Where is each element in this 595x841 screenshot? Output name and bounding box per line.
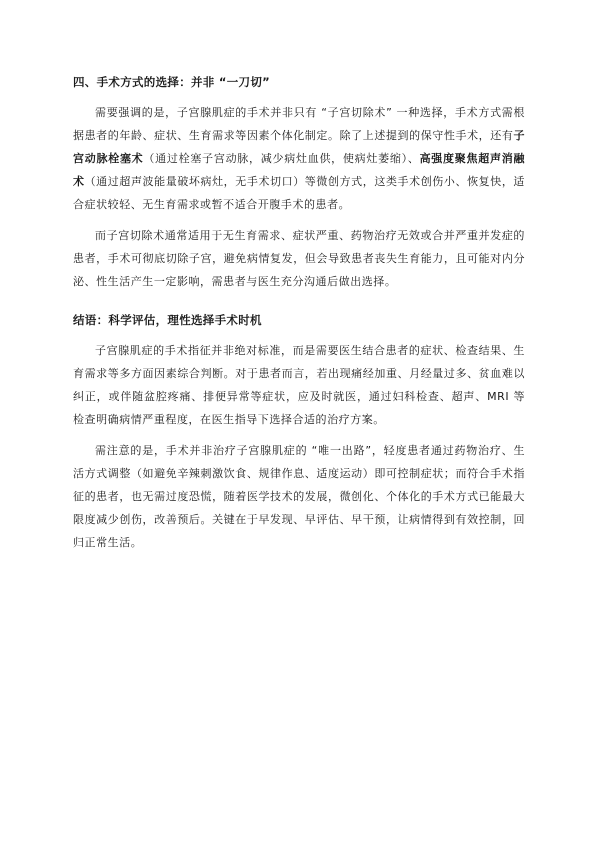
paragraph-conclusion-indications: 子宫腺肌症的手术指征并非绝对标准，而是需要医生结合患者的症状、检查结果、生育需求等多方面因素综合判断。对于患者而言，若出现痛经加重、月经量过多、贫血难以纠正，或伴随盆腔疼痛、排便异常等症状，应及时就医，通过妇科检查、超声、MRI 等检查明确病情严重程度，在医生指导下选择合适的治疗方案。 bbox=[73, 344, 525, 426]
section-heading-surgery-options: 四、手术方式的选择：并非 “一刀切” bbox=[73, 75, 271, 89]
paragraph-text: 需要强调的是，子宫腺肌症的手术并非只有 “子宫切除术” 一种选择，手术方式需根据患者的年龄、症状、生育需求等因素个体化制定。除了上述提到的保守性手术，还有 bbox=[73, 106, 525, 142]
paragraph-text: （通过栓塞子宫动脉，减少病灶血供，使病灶萎缩）、 bbox=[143, 152, 420, 165]
bold-term-uterine-artery-embolization: 子宫动脉栓塞术 bbox=[73, 129, 525, 165]
bold-term-hifu-ablation: 高强度聚焦超声消融术 bbox=[73, 152, 525, 188]
paragraph-surgery-options-intro bbox=[73, 101, 525, 216]
document-page bbox=[73, 62, 525, 554]
paragraph-conclusion-advice: 需注意的是，手术并非治疗子宫腺肌症的 “唯一出路”，轻度患者通过药物治疗、生活方式调整（如避免辛辣刺激饮食、规律作息、适度运动）即可控制症状；而符合手术指征的患者，也无需过度恐慌，随着医学技术的发展，微创化、个体化的手术方式已能最大限度减少创伤，改善预后。关键在于早发现、早评估、早干预，让病情得到有效控制，回归正常生活。 bbox=[73, 444, 525, 549]
paragraph-hysterectomy: 而子宫切除术通常适用于无生育需求、症状严重、药物治疗无效或合并严重并发症的患者，手术可彻底切除子宫，避免病情复发，但会导致患者丧失生育能力，且可能对内分泌、性生活产生一定影响，需患者与医生充分沟通后做出选择。 bbox=[73, 229, 525, 288]
paragraph-text: （通过超声波能量破坏病灶，无手术切口）等微创方式，这类手术创伤小、恢复快，适合症状较轻、无生育需求或暂不适合开腹手术的患者。 bbox=[73, 175, 525, 211]
section-heading-conclusion: 结语：科学评估，理性选择手术时机 bbox=[73, 313, 262, 327]
